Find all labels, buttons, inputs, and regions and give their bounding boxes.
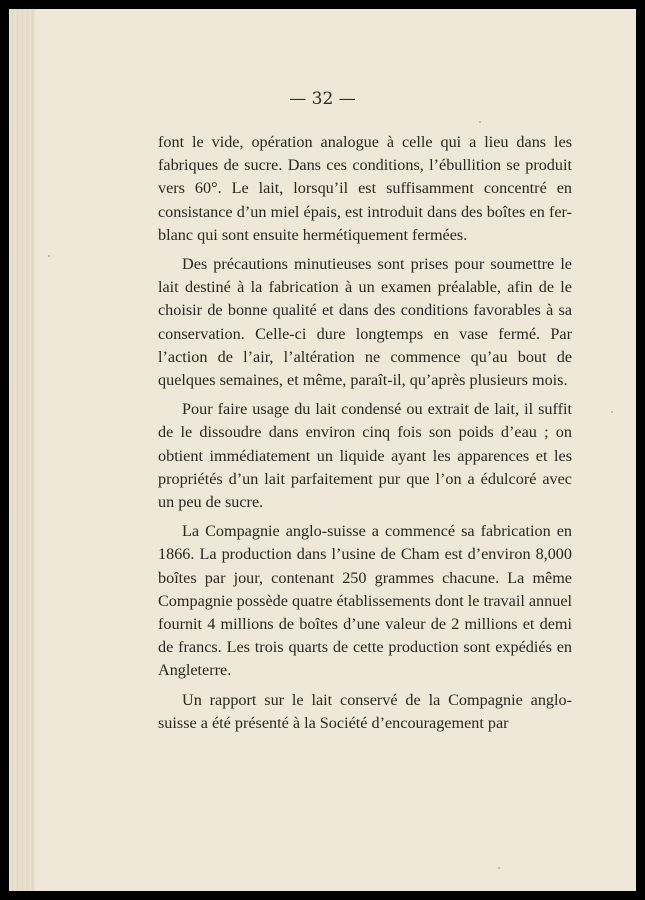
paper-speck	[498, 867, 500, 869]
paragraph-1: font le vide, opération analogue à celle qui a lieu dans les fabriques de sucre. Dans ces conditions, l’ébullition se produit vers 60°. Le lait, lorsqu’il est suffisamment concentré en consistance d’un miel épais, est introduit dans des boîtes en fer-blanc qui sont ensuite hermétiquement fermées.	[158, 133, 572, 244]
paper-speck	[611, 411, 613, 413]
paragraph-2: Des précautions minutieuses sont prises pour soumettre le lait destiné à la fabrication à un examen préalable, afin de le choisir de bonne qualité et dans des conditions favorables à sa conservation. Celle-ci dure longtemps en vase fermé. Par l’action de l’air, l’altération ne commence qu’au bout de quelques semaines, et même, paraît-il, qu’après plusieurs mois.	[158, 255, 572, 390]
page-number: — 32 —	[289, 89, 356, 109]
book-page	[9, 9, 636, 891]
page-edge-shadow	[9, 9, 35, 891]
paragraph-5: Un rapport sur le lait conservé de la Compagnie anglo-suisse a été présenté à la Société d’encouragement par	[158, 690, 572, 732]
paragraph-4: La Compagnie anglo-suisse a commencé sa fabrication en 1866. La production dans l’usine de Cham est d’environ 8,000 boîtes par jour, contenant 250 grammes chacune. La même Compagnie possède quatre établissements dont le travail annuel fournit 4 millions de boîtes d’une valeur de 2 millions et demi de francs. Les trois quarts de cette production sont expédiés en Angleterre.	[158, 522, 573, 680]
paper-speck	[48, 255, 50, 257]
paragraph-3: Pour faire usage du lait condensé ou extrait de lait, il suffit de le dissoudre dans environ cinq fois son poids d’eau ; on obtient immédiatement un liquide ayant les apparences et les propriétés d’un lait parfaitement pur que l’on a édulcoré avec un peu de sucre.	[158, 400, 572, 512]
body-text	[158, 131, 572, 741]
paper-speck	[479, 121, 481, 123]
